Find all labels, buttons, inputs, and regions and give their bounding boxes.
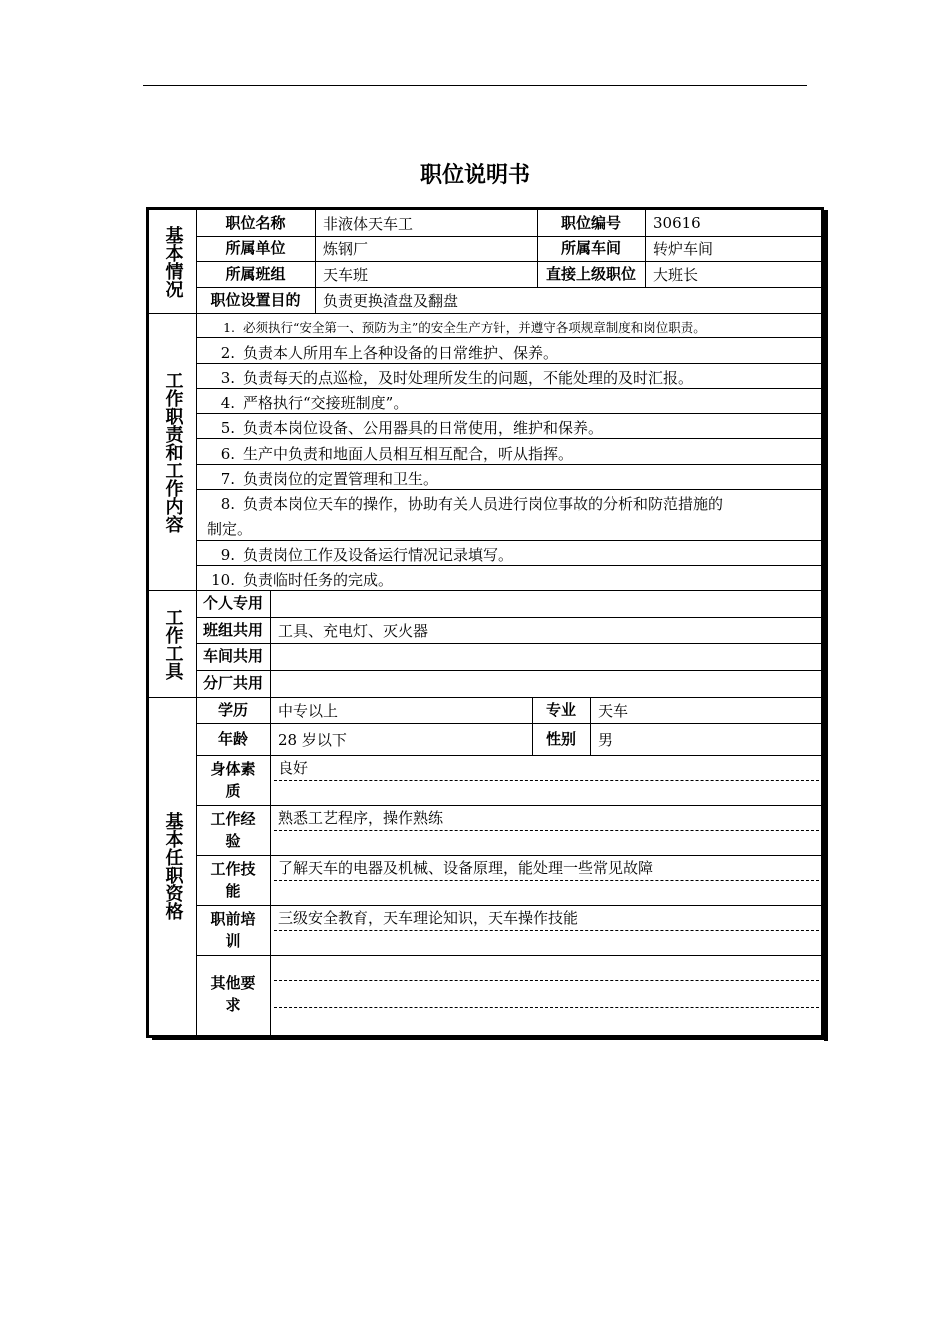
tool-branch-label: 分厂共用 <box>202 674 263 693</box>
major-label: 专业 <box>545 700 576 719</box>
tool-team-value: 工具、充电灯、灭火器 <box>278 621 429 640</box>
section-duties: 工作职责和工作内容 <box>162 370 184 533</box>
gender-label: 性别 <box>545 729 576 748</box>
age-label: 年龄 <box>217 729 248 748</box>
duty-item: 1. 必须执行“安全第一、预防为主”的安全生产方针，并遵守各项规章制度和岗位职责。 <box>223 320 706 335</box>
physical-label: 身体素质 <box>210 759 256 800</box>
position-name-label: 职位名称 <box>225 213 286 232</box>
duty-item: 9. 负责岗位工作及设备运行情况记录填写。 <box>220 546 514 564</box>
purpose-label: 职位设置目的 <box>210 290 301 309</box>
duty-item: 3. 负责每天的点巡检，及时处理所发生的问题，不能处理的及时汇报。 <box>220 369 694 387</box>
tool-branch-value <box>270 670 821 697</box>
duty-item: 2. 负责本人所用车上各种设备的日常维护、保养。 <box>220 344 559 362</box>
tool-workshop-value <box>270 643 821 670</box>
workshop-value: 转炉车间 <box>653 240 714 258</box>
team-label: 所属班组 <box>225 264 286 283</box>
training-label: 职前培训 <box>210 909 256 950</box>
education-label: 学历 <box>217 700 248 719</box>
purpose-value: 负责更换渣盘及翻盘 <box>323 291 459 310</box>
duty-item: 7. 负责岗位的定置管理和卫生。 <box>220 470 439 488</box>
unit-value: 炼钢厂 <box>323 240 369 258</box>
duty-item: 8. 负责本岗位天车的操作，协助有关人员进行岗位事故的分析和防范措施的 <box>220 495 724 513</box>
skills-value: 了解天车的电器及机械、设备原理，能处理一些常见故障 <box>278 858 654 877</box>
duty-item: 5. 负责本岗位设备、公用器具的日常使用，维护和保养。 <box>220 419 604 437</box>
physical-value: 良好 <box>278 758 309 777</box>
position-name-value: 非液体天车工 <box>323 214 414 233</box>
skills-label: 工作技能 <box>210 859 256 900</box>
table-shadow-right <box>824 210 828 1041</box>
education-value: 中专以上 <box>278 701 339 720</box>
tool-team-label: 班组共用 <box>202 620 263 639</box>
duty-item: 4. 严格执行“交接班制度”。 <box>220 394 409 412</box>
other-label: 其他要求 <box>210 973 256 1014</box>
job-description-table <box>146 207 824 1038</box>
major-value: 天车 <box>598 701 629 720</box>
superior-value: 大班长 <box>653 265 699 284</box>
duty-item: 10. 负责临时任务的完成。 <box>211 571 394 589</box>
team-value: 天车班 <box>323 265 369 284</box>
duty-item-continuation: 制定。 <box>207 520 253 538</box>
unit-label: 所属单位 <box>225 239 286 258</box>
experience-label: 工作经验 <box>210 809 256 850</box>
tool-personal-label: 个人专用 <box>202 594 263 613</box>
other-value <box>270 956 821 978</box>
duty-item: 6. 生产中负责和地面人员相互相互配合，听从指挥。 <box>220 445 574 463</box>
superior-label: 直接上级职位 <box>545 264 636 283</box>
section-basic-info: 基本情况 <box>162 225 184 298</box>
document-title: 职位说明书 <box>419 163 530 188</box>
workshop-label: 所属车间 <box>560 239 621 258</box>
section-divider <box>149 313 821 314</box>
position-code-label: 职位编号 <box>560 213 621 232</box>
position-code-value: 30616 <box>653 214 701 232</box>
experience-value: 熟悉工艺程序，操作熟练 <box>278 808 444 827</box>
section-qualifications: 基本任职资格 <box>162 812 184 920</box>
tool-workshop-label: 车间共用 <box>202 647 263 666</box>
tool-personal-value <box>270 590 821 617</box>
gender-value: 男 <box>598 730 614 749</box>
header-rule <box>143 85 807 86</box>
age-value: 28 岁以下 <box>278 730 347 749</box>
section-tools: 工作工具 <box>162 607 184 680</box>
training-value: 三级安全教育，天车理论知识，天车操作技能 <box>278 908 579 927</box>
